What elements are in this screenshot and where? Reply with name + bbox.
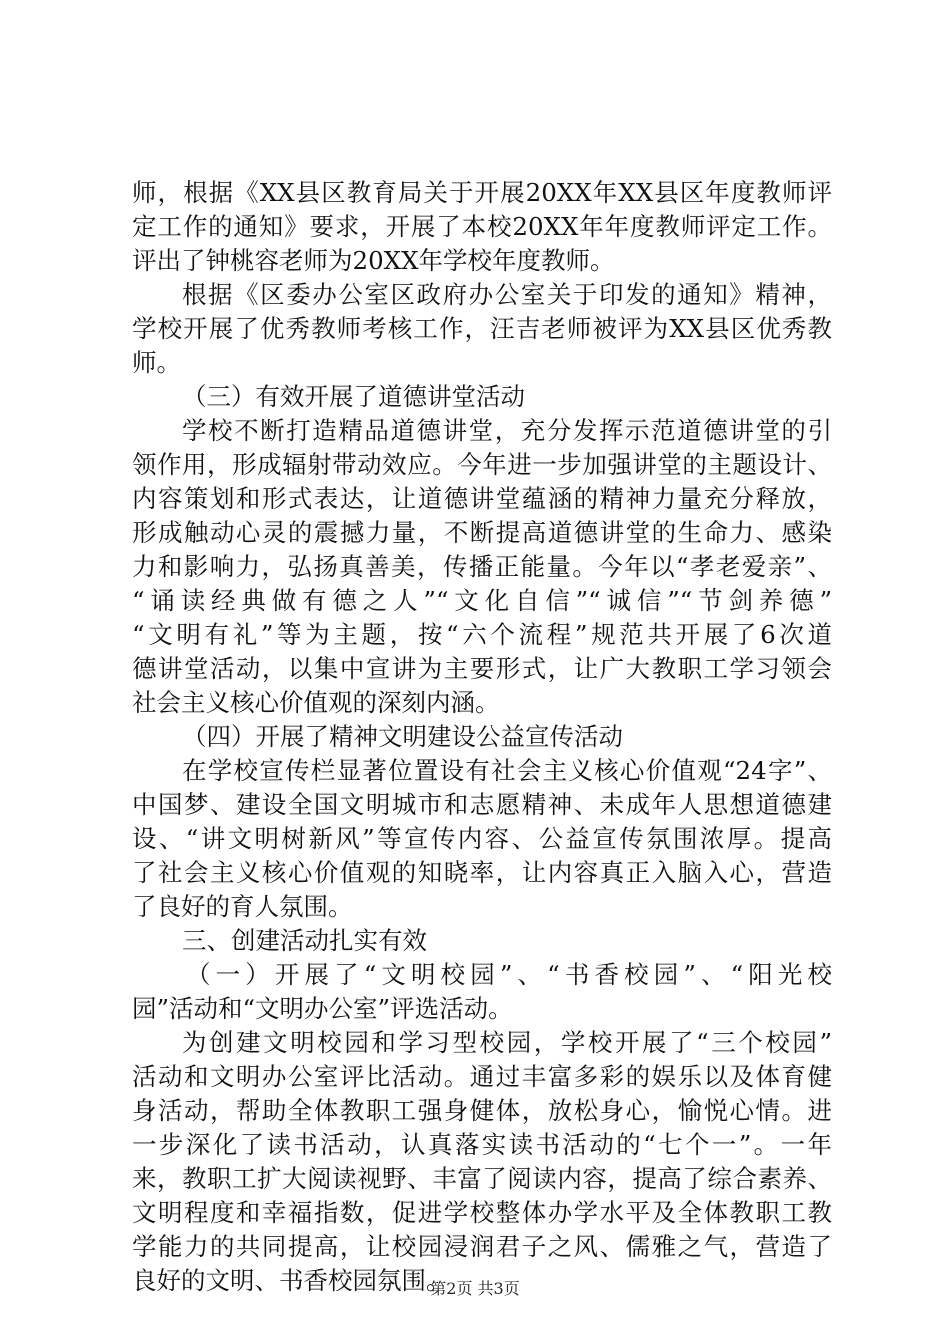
paragraph-line: 师，根据《XX县区教育局关于开展20XX年XX县区年度教师评: [132, 178, 832, 207]
paragraph-line: 中国梦、建设全国文明城市和志愿精神、未成年人思想道德建: [132, 790, 832, 819]
paragraph-line: 一步深化了读书活动，认真落实读书活动的“七个一”。一年: [132, 1130, 832, 1159]
paragraph-line: 社会主义核心价值观的深刻内涵。: [132, 688, 500, 717]
paragraph-line: 定工作的通知》要求，开展了本校20XX年年度教师评定工作。: [132, 212, 832, 241]
section-heading: 三、创建活动扎实有效: [182, 926, 427, 955]
paragraph-line: 领作用，形成辐射带动效应。今年进一步加强讲堂的主题设计、: [132, 450, 832, 479]
paragraph-line: 了社会主义核心价值观的知晓率，让内容真正入脑入心，营造: [132, 858, 832, 887]
section-heading: （三）有效开展了道德讲堂活动: [182, 382, 525, 411]
paragraph-line: 评出了钟桃容老师为20XX年学校年度教师。: [132, 246, 615, 275]
paragraph-line: 学能力的共同提高，让校园浸润君子之风、儒雅之气，营造了: [132, 1232, 832, 1261]
paragraph-line: 了良好的育人氛围。: [132, 892, 353, 921]
section-heading: 园”活动和“文明办公室”评选活动。: [132, 994, 513, 1023]
paragraph-line: 德讲堂活动，以集中宣讲为主要形式，让广大教职工学习领会: [132, 654, 832, 683]
paragraph-line: 活动和文明办公室评比活动。通过丰富多彩的娱乐以及体育健: [132, 1062, 832, 1091]
paragraph-line: 设、“讲文明树新风”等宣传内容、公益宣传氛围浓厚。提高: [132, 824, 832, 853]
paragraph-line: 身活动，帮助全体教职工强身健体，放松身心，愉悦心情。进: [132, 1096, 832, 1125]
paragraph-line: 师。: [132, 348, 181, 377]
paragraph-line: 文明程度和幸福指数，促进学校整体办学水平及全体教职工教: [132, 1198, 832, 1227]
paragraph-line: “文明有礼”等为主题，按“六个流程”规范共开展了6次道: [132, 620, 832, 649]
paragraph-line: 在学校宣传栏显著位置设有社会主义核心价值观“24字”、: [182, 756, 832, 785]
paragraph-line: 内容策划和形式表达，让道德讲堂蕴涵的精神力量充分释放，: [132, 484, 832, 513]
paragraph-line: 良好的文明、书香校园氛围。: [132, 1266, 451, 1295]
page-number-footer: 第2页 共3页: [430, 1279, 520, 1298]
section-heading: （一）开展了“文明校园”、“书香校园”、“阳光校: [186, 960, 832, 989]
paragraph-line: 学校开展了优秀教师考核工作，汪吉老师被评为XX县区优秀教: [132, 314, 832, 343]
paragraph-line: 学校不断打造精品道德讲堂，充分发挥示范道德讲堂的引: [182, 416, 832, 445]
paragraph-line: 形成触动心灵的震撼力量，不断提高道德讲堂的生命力、感染: [132, 518, 832, 547]
paragraph-line: 根据《区委办公室区政府办公室关于印发的通知》精神，: [182, 280, 832, 309]
paragraph-line: 来，教职工扩大阅读视野、丰富了阅读内容，提高了综合素养、: [132, 1164, 832, 1193]
paragraph-line: 力和影响力，弘扬真善美，传播正能量。今年以“孝老爱亲”、: [132, 552, 832, 581]
paragraph-line: “诵读经典做有德之人”“文化自信”“诚信”“节剑养德”: [132, 586, 832, 615]
paragraph-line: 为创建文明校园和学习型校园，学校开展了“三个校园”: [182, 1028, 832, 1057]
section-heading: （四）开展了精神文明建设公益宣传活动: [182, 722, 623, 751]
